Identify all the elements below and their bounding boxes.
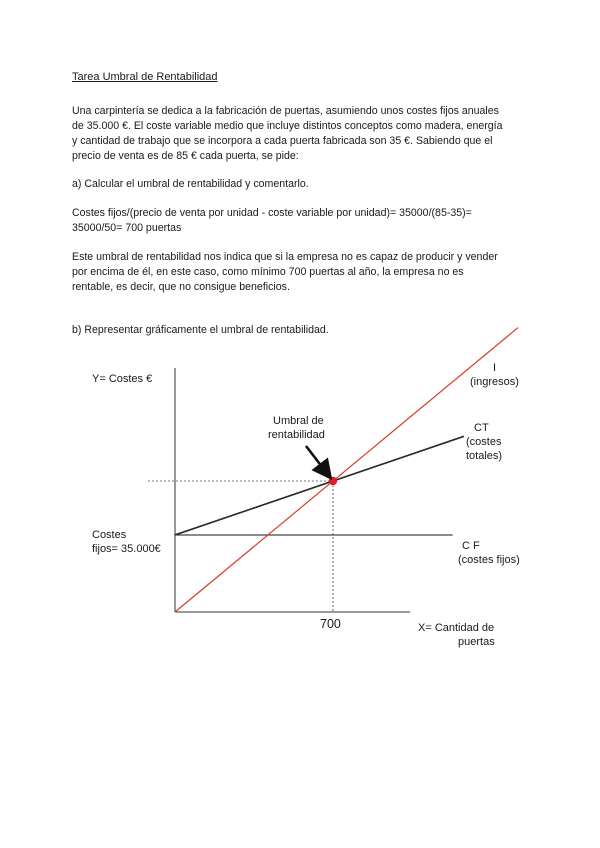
question-b: b) Representar gráficamente el umbral de rentabilidad. <box>72 324 329 336</box>
x-axis-label: X= Cantidad de <box>418 622 495 634</box>
fixed-costs-series-label: C F <box>462 540 480 552</box>
intro-line: de 35.000 €. El coste variable medio que incluye distintos conceptos como madera, energía <box>72 120 503 132</box>
y-axis-label: Y= Costes € <box>92 373 153 385</box>
revenue-line <box>175 328 518 612</box>
intro-line: precio de venta es de 85 € cada puerta, se pide: <box>72 150 299 162</box>
intro-line: Una carpintería se dedica a la fabricación de puertas, asumiendo unos costes fijos anuales <box>72 105 499 117</box>
x-axis-label: puertas <box>458 636 495 648</box>
total-costs-series-label: totales) <box>466 450 503 462</box>
document-title: Tarea Umbral de Rentabilidad <box>72 71 218 83</box>
annotation-arrow <box>306 446 326 472</box>
break-even-point <box>329 477 337 485</box>
fixed-costs-tick-label: fijos= 35.000€ <box>92 543 161 555</box>
total-costs-line <box>175 436 464 535</box>
total-costs-series-label: (costes <box>466 436 502 448</box>
revenue-series-label: (ingresos) <box>470 376 519 388</box>
comment-line: rentable, es decir, que no consigue beneficios. <box>72 281 290 293</box>
revenue-series-label: I <box>493 362 497 374</box>
intro-line: y cantidad de trabajo que se incorpora a cada puerta fabricada son 35 €. Sabiendo que el <box>72 135 493 147</box>
formula-line: 35000/50= 700 puertas <box>72 222 182 234</box>
comment-line: Este umbral de rentabilidad nos indica que si la empresa no es capaz de producir y vender <box>72 251 498 263</box>
x-tick-700: 700 <box>320 617 341 631</box>
comment-line: por encima de él, en este caso, como mínimo 700 puertas al año, la empresa no es <box>72 266 464 278</box>
break-even-annotation: Umbral de <box>273 415 324 427</box>
total-costs-series-label: CT <box>474 422 489 434</box>
formula-line: Costes fijos/(precio de venta por unidad - coste variable por unidad)= 35000/(85-35)= <box>72 207 472 219</box>
break-even-annotation: rentabilidad <box>268 429 325 441</box>
fixed-costs-tick-label: Costes <box>92 529 127 541</box>
question-a: a) Calcular el umbral de rentabilidad y comentarlo. <box>72 178 309 190</box>
fixed-costs-series-label: (costes fijos) <box>458 554 520 566</box>
